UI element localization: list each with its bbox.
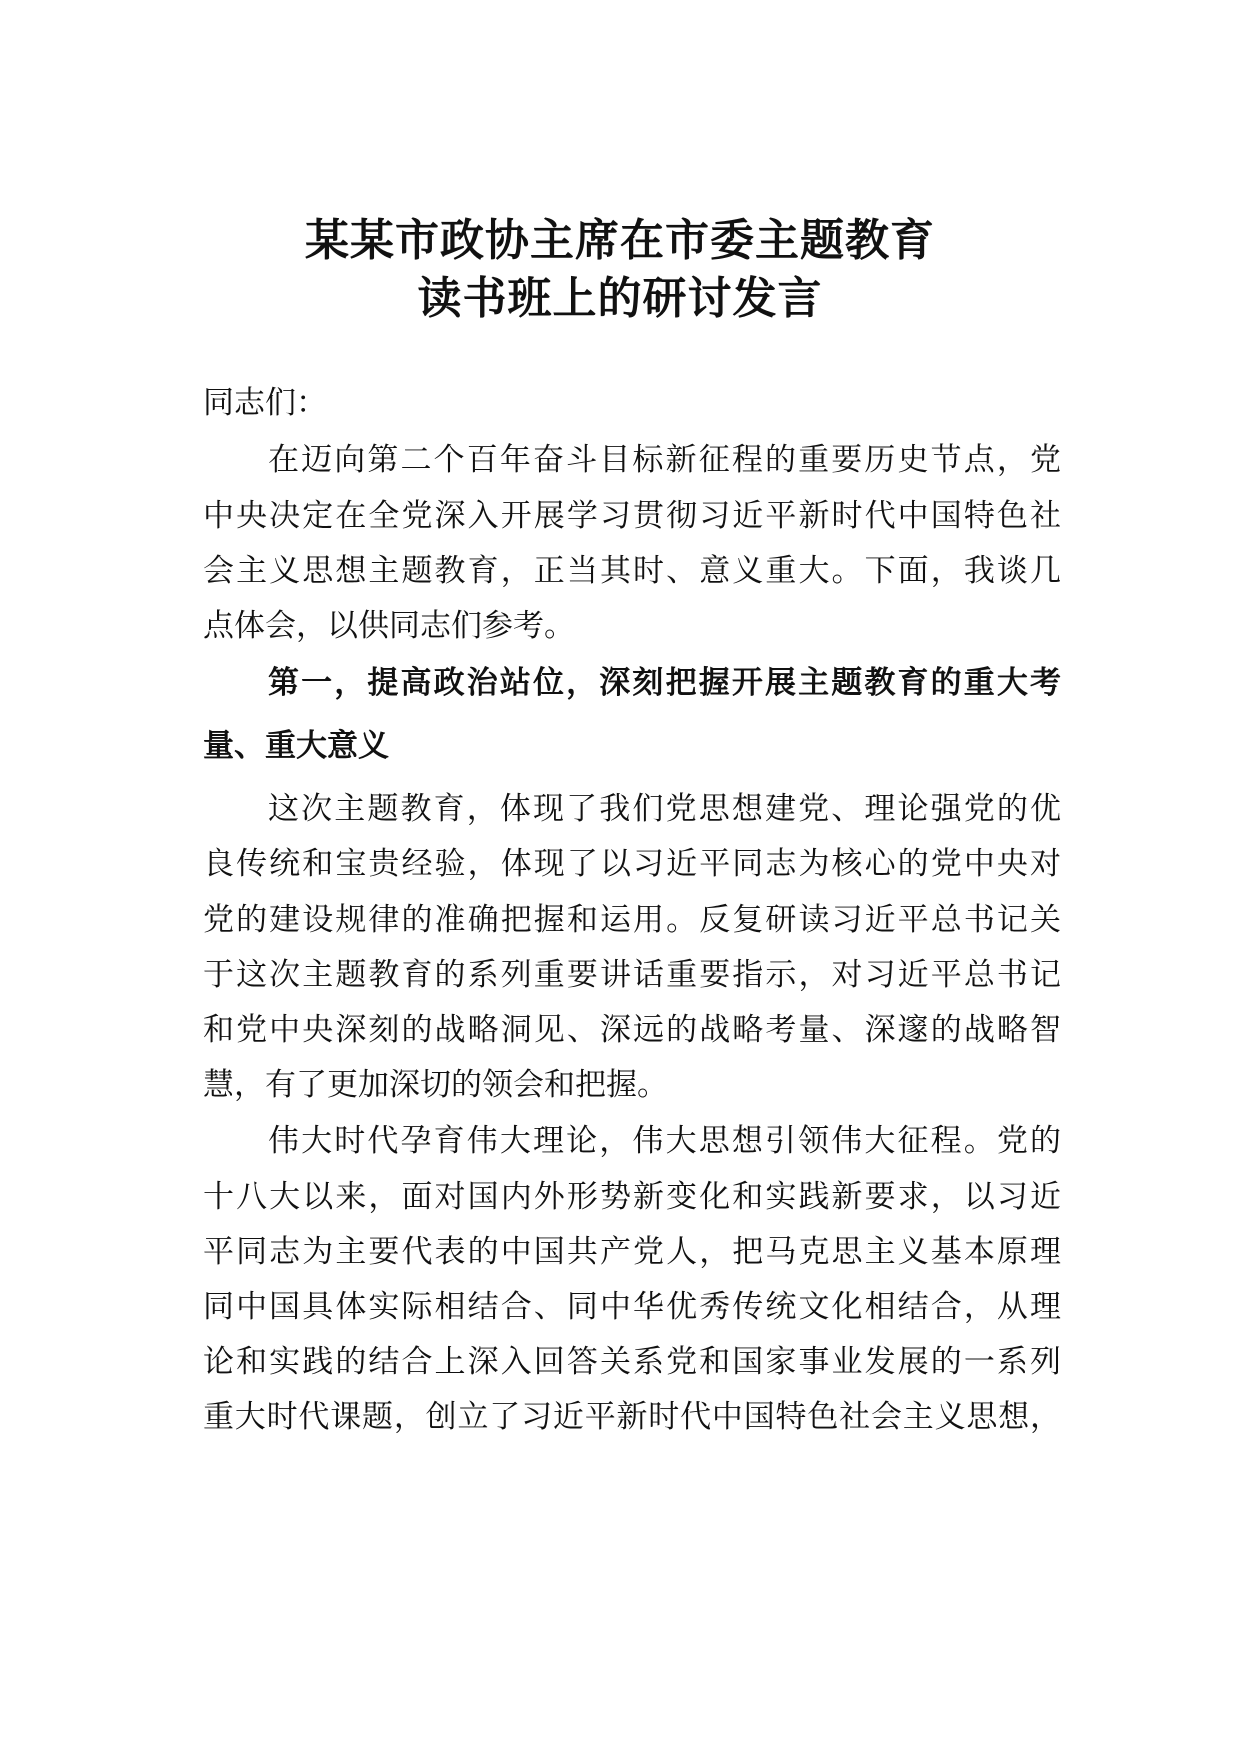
document-title-line-2: 读书班上的研讨发言 [417, 273, 823, 324]
paragraph-1-line-1: 在迈向第二个百年奋斗目标新征程的重要历史节点，党 [268, 442, 1061, 478]
document-title-line-1: 某某市政协主席在市委主题教育 [305, 215, 935, 266]
paragraph-1-line-2: 中央决定在全党深入开展学习贯彻习近平新时代中国特色社 [203, 498, 1061, 534]
paragraph-4-line-1: 伟大时代孕育伟大理论，伟大思想引领伟大征程。党的 [268, 1123, 1061, 1159]
paragraph-3-line-2: 良传统和宝贵经验，体现了以习近平同志为核心的党中央对 [203, 846, 1061, 882]
salutation: 同志们： [203, 385, 327, 421]
paragraph-1-line-3: 会主义思想主题教育，正当其时、意义重大。下面，我谈几 [203, 553, 1061, 589]
paragraph-3-line-3: 党的建设规律的准确把握和运用。反复研读习近平总书记关 [203, 902, 1061, 938]
paragraph-3-line-6: 慧，有了更加深切的领会和把握。 [203, 1067, 668, 1103]
paragraph-4-line-2: 十八大以来，面对国内外形势新变化和实践新要求，以习近 [203, 1179, 1061, 1215]
paragraph-3-line-1: 这次主题教育，体现了我们党思想建党、理论强党的优 [268, 791, 1061, 827]
paragraph-1-line-4: 点体会，以供同志们参考。 [203, 608, 575, 644]
paragraph-3-line-5: 和党中央深刻的战略洞见、深远的战略考量、深邃的战略智 [203, 1012, 1061, 1048]
paragraph-4-line-3: 平同志为主要代表的中国共产党人，把马克思主义基本原理 [203, 1234, 1061, 1270]
section-heading-line-2: 量、重大意义 [203, 728, 389, 764]
section-heading-line-1: 第一，提高政治站位，深刻把握开展主题教育的重大考 [268, 665, 1061, 701]
paragraph-4-line-4: 同中国具体实际相结合、同中华优秀传统文化相结合，从理 [203, 1289, 1061, 1325]
paragraph-4-line-5: 论和实践的结合上深入回答关系党和国家事业发展的一系列 [203, 1344, 1061, 1380]
paragraph-4-line-6: 重大时代课题，创立了习近平新时代中国特色社会主义思想， [203, 1399, 1061, 1435]
paragraph-3-line-4: 于这次主题教育的系列重要讲话重要指示，对习近平总书记 [203, 957, 1061, 993]
